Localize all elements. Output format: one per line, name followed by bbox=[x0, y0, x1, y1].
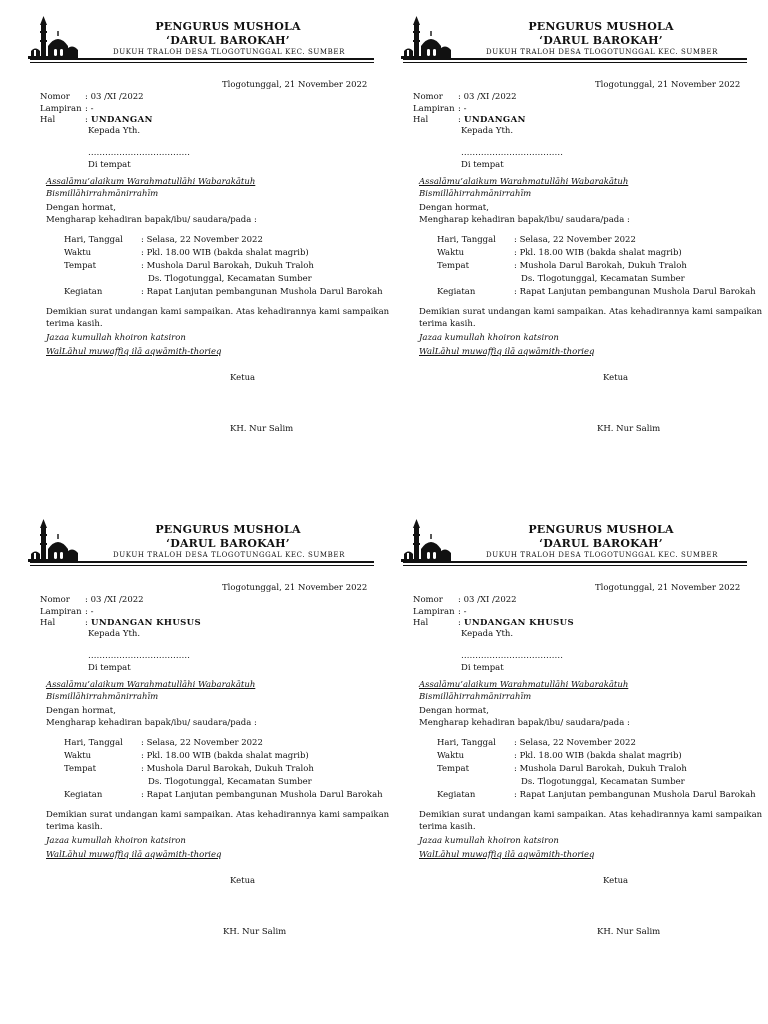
hal-colon: : bbox=[85, 115, 88, 125]
org-name: ‘DARUL BAROKAH’ bbox=[166, 537, 290, 550]
hal-value: UNDANGAN bbox=[464, 115, 526, 125]
signer-role: Ketua bbox=[603, 876, 629, 886]
org-title: PENGURUS MUSHOLA bbox=[155, 523, 301, 536]
closing-line-1: Demikian surat undangan kami sampaikan. Atas kehadirannya kami sampaikan bbox=[419, 810, 763, 820]
request: Mengharap kehadiran bapak/ibu/ saudara/pada : bbox=[419, 718, 630, 728]
time-label: Waktu bbox=[437, 248, 465, 258]
basmalah: Bismillāhirrahmānirrahīm bbox=[419, 692, 532, 702]
day-label: Hari, Tanggal bbox=[64, 235, 123, 245]
nomor-label: Nomor bbox=[40, 595, 70, 605]
nomor-label: Nomor bbox=[40, 92, 70, 102]
letterhead-rule-thick bbox=[403, 561, 747, 563]
lampiran-value: : - bbox=[85, 607, 94, 617]
org-title: PENGURUS MUSHOLA bbox=[528, 20, 674, 33]
org-address: DUKUH TRALOH DESA TLOGOTUNGGAL KEC. SUMBER bbox=[113, 48, 345, 56]
activity-value: : Rapat Lanjutan pembangunan Mushola Darul Barokah bbox=[141, 287, 383, 297]
wallahul: WalLāhul muwaffiq ilā aqwāmith-thorieq bbox=[46, 347, 222, 357]
mosque-icon bbox=[28, 16, 78, 64]
day-label: Hari, Tanggal bbox=[437, 738, 496, 748]
letterhead-rule-thick bbox=[403, 58, 747, 60]
closing-line-1: Demikian surat undangan kami sampaikan. Atas kehadirannya kami sampaikan bbox=[46, 307, 390, 317]
recipient-place: Di tempat bbox=[461, 663, 504, 673]
venue-label: Tempat bbox=[64, 261, 97, 271]
signer-name: KH. Nur Salim bbox=[230, 424, 294, 434]
closing-line-2: terima kasih. bbox=[419, 319, 476, 329]
signer-role: Ketua bbox=[230, 373, 256, 383]
activity-value: : Rapat Lanjutan pembangunan Mushola Darul Barokah bbox=[514, 287, 756, 297]
basmalah: Bismillāhirrahmānirrahīm bbox=[419, 189, 532, 199]
signer-name: KH. Nur Salim bbox=[223, 927, 287, 937]
venue-value-2: Ds. Tlogotunggal, Kecamatan Sumber bbox=[521, 777, 685, 787]
recipient-dots: ……………………………… bbox=[88, 651, 190, 661]
org-title: PENGURUS MUSHOLA bbox=[528, 523, 674, 536]
letterhead-rule-thick bbox=[30, 561, 374, 563]
org-address: DUKUH TRALOH DESA TLOGOTUNGGAL KEC. SUMBER bbox=[486, 551, 718, 559]
jazaa: Jazaa kumullah khoiron katsiron bbox=[419, 333, 559, 343]
basmalah: Bismillāhirrahmānirrahīm bbox=[46, 189, 159, 199]
hal-colon: : bbox=[458, 618, 461, 628]
time-label: Waktu bbox=[64, 751, 92, 761]
hal-label: Hal bbox=[40, 618, 56, 628]
lampiran-label: Lampiran bbox=[413, 104, 455, 114]
venue-value: : Mushola Darul Barokah, Dukuh Traloh bbox=[141, 764, 314, 774]
closing-line-2: terima kasih. bbox=[46, 822, 103, 832]
nomor-value: : 03 /XI /2022 bbox=[458, 92, 517, 102]
letterhead-rule-thin bbox=[403, 62, 747, 63]
lampiran-label: Lampiran bbox=[40, 104, 82, 114]
closing-line-2: terima kasih. bbox=[46, 319, 103, 329]
signer-name: KH. Nur Salim bbox=[597, 927, 661, 937]
recipient-place: Di tempat bbox=[461, 160, 504, 170]
invitation-letter-3 bbox=[28, 517, 390, 997]
time-value: : Pkl. 18.00 WIB (bakda shalat magrib) bbox=[141, 248, 309, 258]
place-date: Tlogotunggal, 21 November 2022 bbox=[595, 583, 741, 593]
lampiran-label: Lampiran bbox=[413, 607, 455, 617]
lampiran-value: : - bbox=[458, 607, 467, 617]
recipient-dots: ……………………………… bbox=[88, 148, 190, 158]
hal-label: Hal bbox=[413, 618, 429, 628]
invitation-letter-2 bbox=[401, 14, 763, 494]
nomor-label: Nomor bbox=[413, 92, 443, 102]
nomor-label: Nomor bbox=[413, 595, 443, 605]
wallahul: WalLāhul muwaffiq ilā aqwāmith-thorieq bbox=[419, 850, 595, 860]
time-value: : Pkl. 18.00 WIB (bakda shalat magrib) bbox=[141, 751, 309, 761]
request: Mengharap kehadiran bapak/ibu/ saudara/pada : bbox=[419, 215, 630, 225]
place-date: Tlogotunggal, 21 November 2022 bbox=[222, 583, 368, 593]
time-value: : Pkl. 18.00 WIB (bakda shalat magrib) bbox=[514, 751, 682, 761]
request: Mengharap kehadiran bapak/ibu/ saudara/pada : bbox=[46, 215, 257, 225]
letterhead bbox=[401, 517, 763, 573]
hal-label: Hal bbox=[413, 115, 429, 125]
letterhead bbox=[401, 14, 763, 70]
recipient-place: Di tempat bbox=[88, 160, 131, 170]
time-value: : Pkl. 18.00 WIB (bakda shalat magrib) bbox=[514, 248, 682, 258]
activity-value: : Rapat Lanjutan pembangunan Mushola Darul Barokah bbox=[141, 790, 383, 800]
venue-value-2: Ds. Tlogotunggal, Kecamatan Sumber bbox=[148, 777, 312, 787]
venue-value: : Mushola Darul Barokah, Dukuh Traloh bbox=[141, 261, 314, 271]
time-label: Waktu bbox=[64, 248, 92, 258]
signer-role: Ketua bbox=[230, 876, 256, 886]
nomor-value: : 03 /XI /2022 bbox=[85, 92, 144, 102]
jazaa: Jazaa kumullah khoiron katsiron bbox=[46, 836, 186, 846]
venue-value: : Mushola Darul Barokah, Dukuh Traloh bbox=[514, 764, 687, 774]
salam: Assalāmu’alaikum Warahmatullāhi Wabarakātuh bbox=[419, 680, 629, 690]
org-name: ‘DARUL BAROKAH’ bbox=[166, 34, 290, 47]
day-value: : Selasa, 22 November 2022 bbox=[141, 738, 263, 748]
org-name: ‘DARUL BAROKAH’ bbox=[539, 537, 663, 550]
wallahul: WalLāhul muwaffiq ilā aqwāmith-thorieq bbox=[46, 850, 222, 860]
invitation-letter-4 bbox=[401, 517, 763, 997]
wallahul: WalLāhul muwaffiq ilā aqwāmith-thorieq bbox=[419, 347, 595, 357]
recipient-greeting: Kepada Yth. bbox=[88, 126, 141, 136]
venue-label: Tempat bbox=[437, 764, 470, 774]
basmalah: Bismillāhirrahmānirrahīm bbox=[46, 692, 159, 702]
request: Mengharap kehadiran bapak/ibu/ saudara/pada : bbox=[46, 718, 257, 728]
hal-value: UNDANGAN KHUSUS bbox=[91, 618, 202, 628]
mosque-icon bbox=[28, 519, 78, 567]
recipient-greeting: Kepada Yth. bbox=[461, 126, 514, 136]
time-label: Waktu bbox=[437, 751, 465, 761]
letterhead-rule-thin bbox=[30, 62, 374, 63]
signer-role: Ketua bbox=[603, 373, 629, 383]
recipient-greeting: Kepada Yth. bbox=[461, 629, 514, 639]
hal-label: Hal bbox=[40, 115, 56, 125]
day-label: Hari, Tanggal bbox=[437, 235, 496, 245]
recipient-dots: ……………………………… bbox=[461, 651, 563, 661]
venue-label: Tempat bbox=[437, 261, 470, 271]
nomor-value: : 03 /XI /2022 bbox=[458, 595, 517, 605]
respect: Dengan hormat, bbox=[419, 203, 489, 213]
jazaa: Jazaa kumullah khoiron katsiron bbox=[46, 333, 186, 343]
day-value: : Selasa, 22 November 2022 bbox=[514, 235, 636, 245]
invitation-letter-1 bbox=[28, 14, 390, 494]
org-address: DUKUH TRALOH DESA TLOGOTUNGGAL KEC. SUMBER bbox=[486, 48, 718, 56]
venue-value: : Mushola Darul Barokah, Dukuh Traloh bbox=[514, 261, 687, 271]
signer-name: KH. Nur Salim bbox=[597, 424, 661, 434]
salam: Assalāmu’alaikum Warahmatullāhi Wabarakātuh bbox=[46, 680, 256, 690]
activity-label: Kegiatan bbox=[64, 287, 103, 297]
activity-value: : Rapat Lanjutan pembangunan Mushola Darul Barokah bbox=[514, 790, 756, 800]
respect: Dengan hormat, bbox=[46, 706, 116, 716]
venue-value-2: Ds. Tlogotunggal, Kecamatan Sumber bbox=[148, 274, 312, 284]
org-address: DUKUH TRALOH DESA TLOGOTUNGGAL KEC. SUMBER bbox=[113, 551, 345, 559]
day-value: : Selasa, 22 November 2022 bbox=[514, 738, 636, 748]
place-date: Tlogotunggal, 21 November 2022 bbox=[595, 80, 741, 90]
salam: Assalāmu’alaikum Warahmatullāhi Wabarakātuh bbox=[46, 177, 256, 187]
lampiran-value: : - bbox=[458, 104, 467, 114]
recipient-place: Di tempat bbox=[88, 663, 131, 673]
day-value: : Selasa, 22 November 2022 bbox=[141, 235, 263, 245]
org-name: ‘DARUL BAROKAH’ bbox=[539, 34, 663, 47]
org-title: PENGURUS MUSHOLA bbox=[155, 20, 301, 33]
respect: Dengan hormat, bbox=[419, 706, 489, 716]
recipient-dots: ……………………………… bbox=[461, 148, 563, 158]
closing-line-1: Demikian surat undangan kami sampaikan. Atas kehadirannya kami sampaikan bbox=[419, 307, 763, 317]
activity-label: Kegiatan bbox=[64, 790, 103, 800]
hal-colon: : bbox=[458, 115, 461, 125]
recipient-greeting: Kepada Yth. bbox=[88, 629, 141, 639]
activity-label: Kegiatan bbox=[437, 287, 476, 297]
letterhead bbox=[28, 517, 390, 573]
jazaa: Jazaa kumullah khoiron katsiron bbox=[419, 836, 559, 846]
salam: Assalāmu’alaikum Warahmatullāhi Wabarakātuh bbox=[419, 177, 629, 187]
day-label: Hari, Tanggal bbox=[64, 738, 123, 748]
hal-value: UNDANGAN bbox=[91, 115, 153, 125]
hal-value: UNDANGAN KHUSUS bbox=[464, 618, 575, 628]
closing-line-2: terima kasih. bbox=[419, 822, 476, 832]
venue-value-2: Ds. Tlogotunggal, Kecamatan Sumber bbox=[521, 274, 685, 284]
activity-label: Kegiatan bbox=[437, 790, 476, 800]
closing-line-1: Demikian surat undangan kami sampaikan. Atas kehadirannya kami sampaikan bbox=[46, 810, 390, 820]
lampiran-value: : - bbox=[85, 104, 94, 114]
mosque-icon bbox=[401, 16, 451, 64]
letterhead-rule-thin bbox=[403, 565, 747, 566]
mosque-icon bbox=[401, 519, 451, 567]
nomor-value: : 03 /XI /2022 bbox=[85, 595, 144, 605]
lampiran-label: Lampiran bbox=[40, 607, 82, 617]
letterhead-rule-thin bbox=[30, 565, 374, 566]
hal-colon: : bbox=[85, 618, 88, 628]
venue-label: Tempat bbox=[64, 764, 97, 774]
respect: Dengan hormat, bbox=[46, 203, 116, 213]
place-date: Tlogotunggal, 21 November 2022 bbox=[222, 80, 368, 90]
letterhead bbox=[28, 14, 390, 70]
letterhead-rule-thick bbox=[30, 58, 374, 60]
